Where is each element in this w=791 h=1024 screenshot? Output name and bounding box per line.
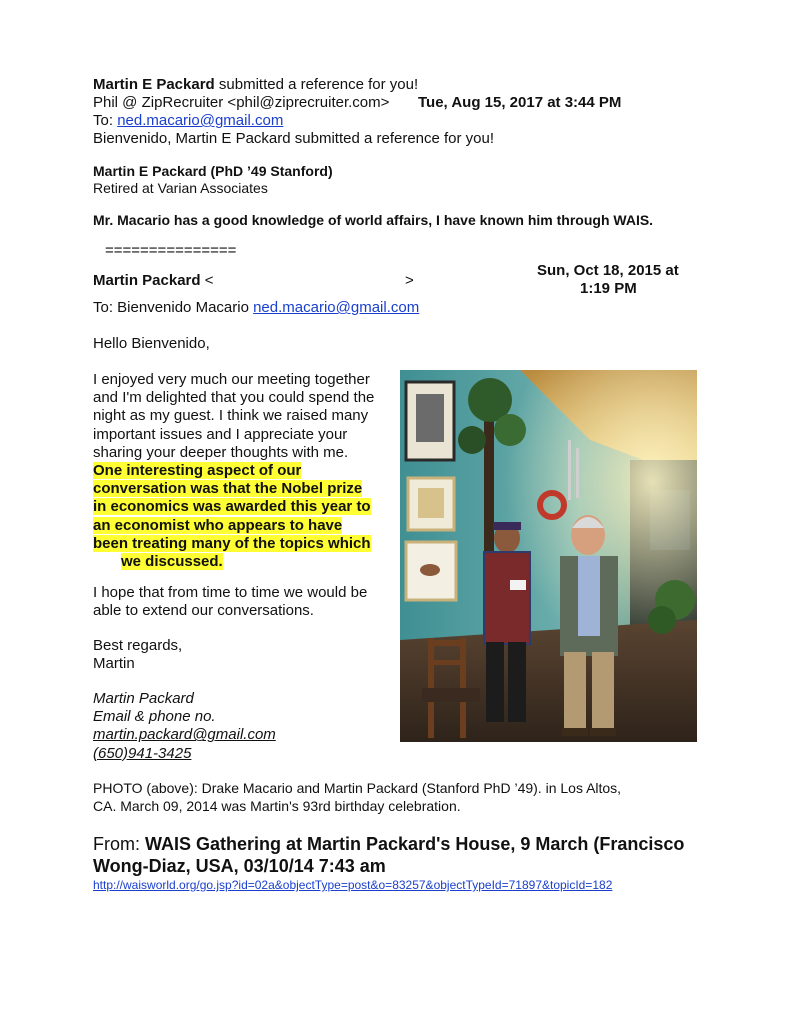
email2-to-prefix: To: Bienvenido Macario — [93, 299, 254, 316]
email1-to — [93, 112, 283, 130]
photo-caption-line1: PHOTO (above): Drake Macario and Martin Packard (Stanford PhD ’49). in Los Altos, — [93, 780, 622, 796]
email2-from — [93, 272, 213, 290]
paragraph-line: sharing your deeper thoughts with me. — [93, 443, 349, 461]
paragraph-line: important issues and I appreciate your — [93, 425, 348, 443]
email1-subject-rest: submitted a reference for you! — [214, 76, 419, 93]
highlight-line: an economist who appears to have — [93, 516, 343, 534]
footer-title-line1 — [93, 833, 684, 855]
signature-block — [93, 690, 276, 763]
paragraph-line: able to extend our conversations. — [93, 602, 314, 620]
email2-paragraph-1 — [93, 371, 374, 571]
signature-phone: (650)941-3425 — [93, 744, 192, 762]
email2-closing — [93, 637, 182, 673]
email1-subject — [93, 76, 418, 94]
footer-from-label: From: — [93, 834, 145, 854]
closing-name: Martin — [93, 655, 135, 673]
reference-text: Mr. Macario has a good knowledge of world affairs, I have known him through WAIS. — [93, 212, 654, 228]
footer-url-link[interactable]: http://waisworld.org/go.jsp?id=02a&objectType=post&o=83257&objectTypeId=71897&topicId=182 — [93, 878, 613, 892]
photo-caption-line2: CA. March 09, 2014 was Martin's 93rd birthday celebration. — [93, 798, 461, 814]
email2-to — [93, 299, 419, 317]
paragraph-line: I enjoyed very much our meeting together — [93, 371, 370, 388]
photo-drake-and-martin — [400, 370, 697, 742]
highlight-line: conversation was that the Nobel prize — [93, 480, 363, 498]
email2-hello: Hello Bienvenido, — [93, 335, 210, 352]
signature-name: Martin Packard — [93, 690, 194, 707]
footer-title-part1: WAIS Gathering at Martin Packard's House, 9 March (Francisco — [145, 834, 685, 854]
closing-text: Best regards, — [93, 637, 183, 654]
footer-url — [93, 878, 612, 892]
email2-date-line2: 1:19 PM — [580, 280, 637, 297]
highlight-line: in economics was awarded this year to — [93, 498, 371, 516]
separator: =============== — [105, 242, 237, 259]
photo-illustration — [400, 370, 697, 742]
paragraph-line: night as my guest. I think we raised many — [93, 407, 369, 425]
email2-date-line1: Sun, Oct 18, 2015 at — [537, 262, 679, 279]
email2-to-email-link[interactable]: ned.macario@gmail.com — [253, 299, 420, 316]
email2-paragraph-2 — [93, 584, 367, 620]
email2-from-name: Martin Packard — [93, 272, 201, 289]
email1-to-label: To: — [93, 112, 118, 129]
highlight-line: we discussed. — [121, 553, 223, 571]
highlight-line: One interesting aspect of our — [93, 462, 302, 480]
highlight-line: been treating many of the topics which — [93, 534, 371, 552]
email1-date: Tue, Aug 15, 2017 at 3:44 PM — [418, 94, 622, 111]
paragraph-line: and I'm delighted that you could spend the — [93, 389, 375, 407]
email2-from-lt: < — [204, 272, 214, 289]
signature-email: martin.packard@gmail.com — [93, 726, 276, 744]
signature-label: Email & phone no. — [93, 708, 216, 726]
footer-title-line2: Wong-Diaz, USA, 03/10/14 7:43 am — [93, 856, 386, 876]
email1-from: Phil @ ZipRecruiter <phil@ziprecruiter.com> — [93, 94, 390, 111]
email2-from-gt: > — [405, 272, 414, 289]
email1-to-email-link[interactable]: ned.macario@gmail.com — [117, 112, 284, 129]
paragraph-line: I hope that from time to time we would be — [93, 584, 368, 601]
email1-greeting: Bienvenido, Martin E Packard submitted a reference for you! — [93, 130, 495, 147]
reference-title: Retired at Varian Associates — [93, 180, 268, 196]
email1-subject-name: Martin E Packard — [93, 76, 215, 93]
reference-name: Martin E Packard (PhD ’49 Stanford) — [93, 163, 333, 179]
